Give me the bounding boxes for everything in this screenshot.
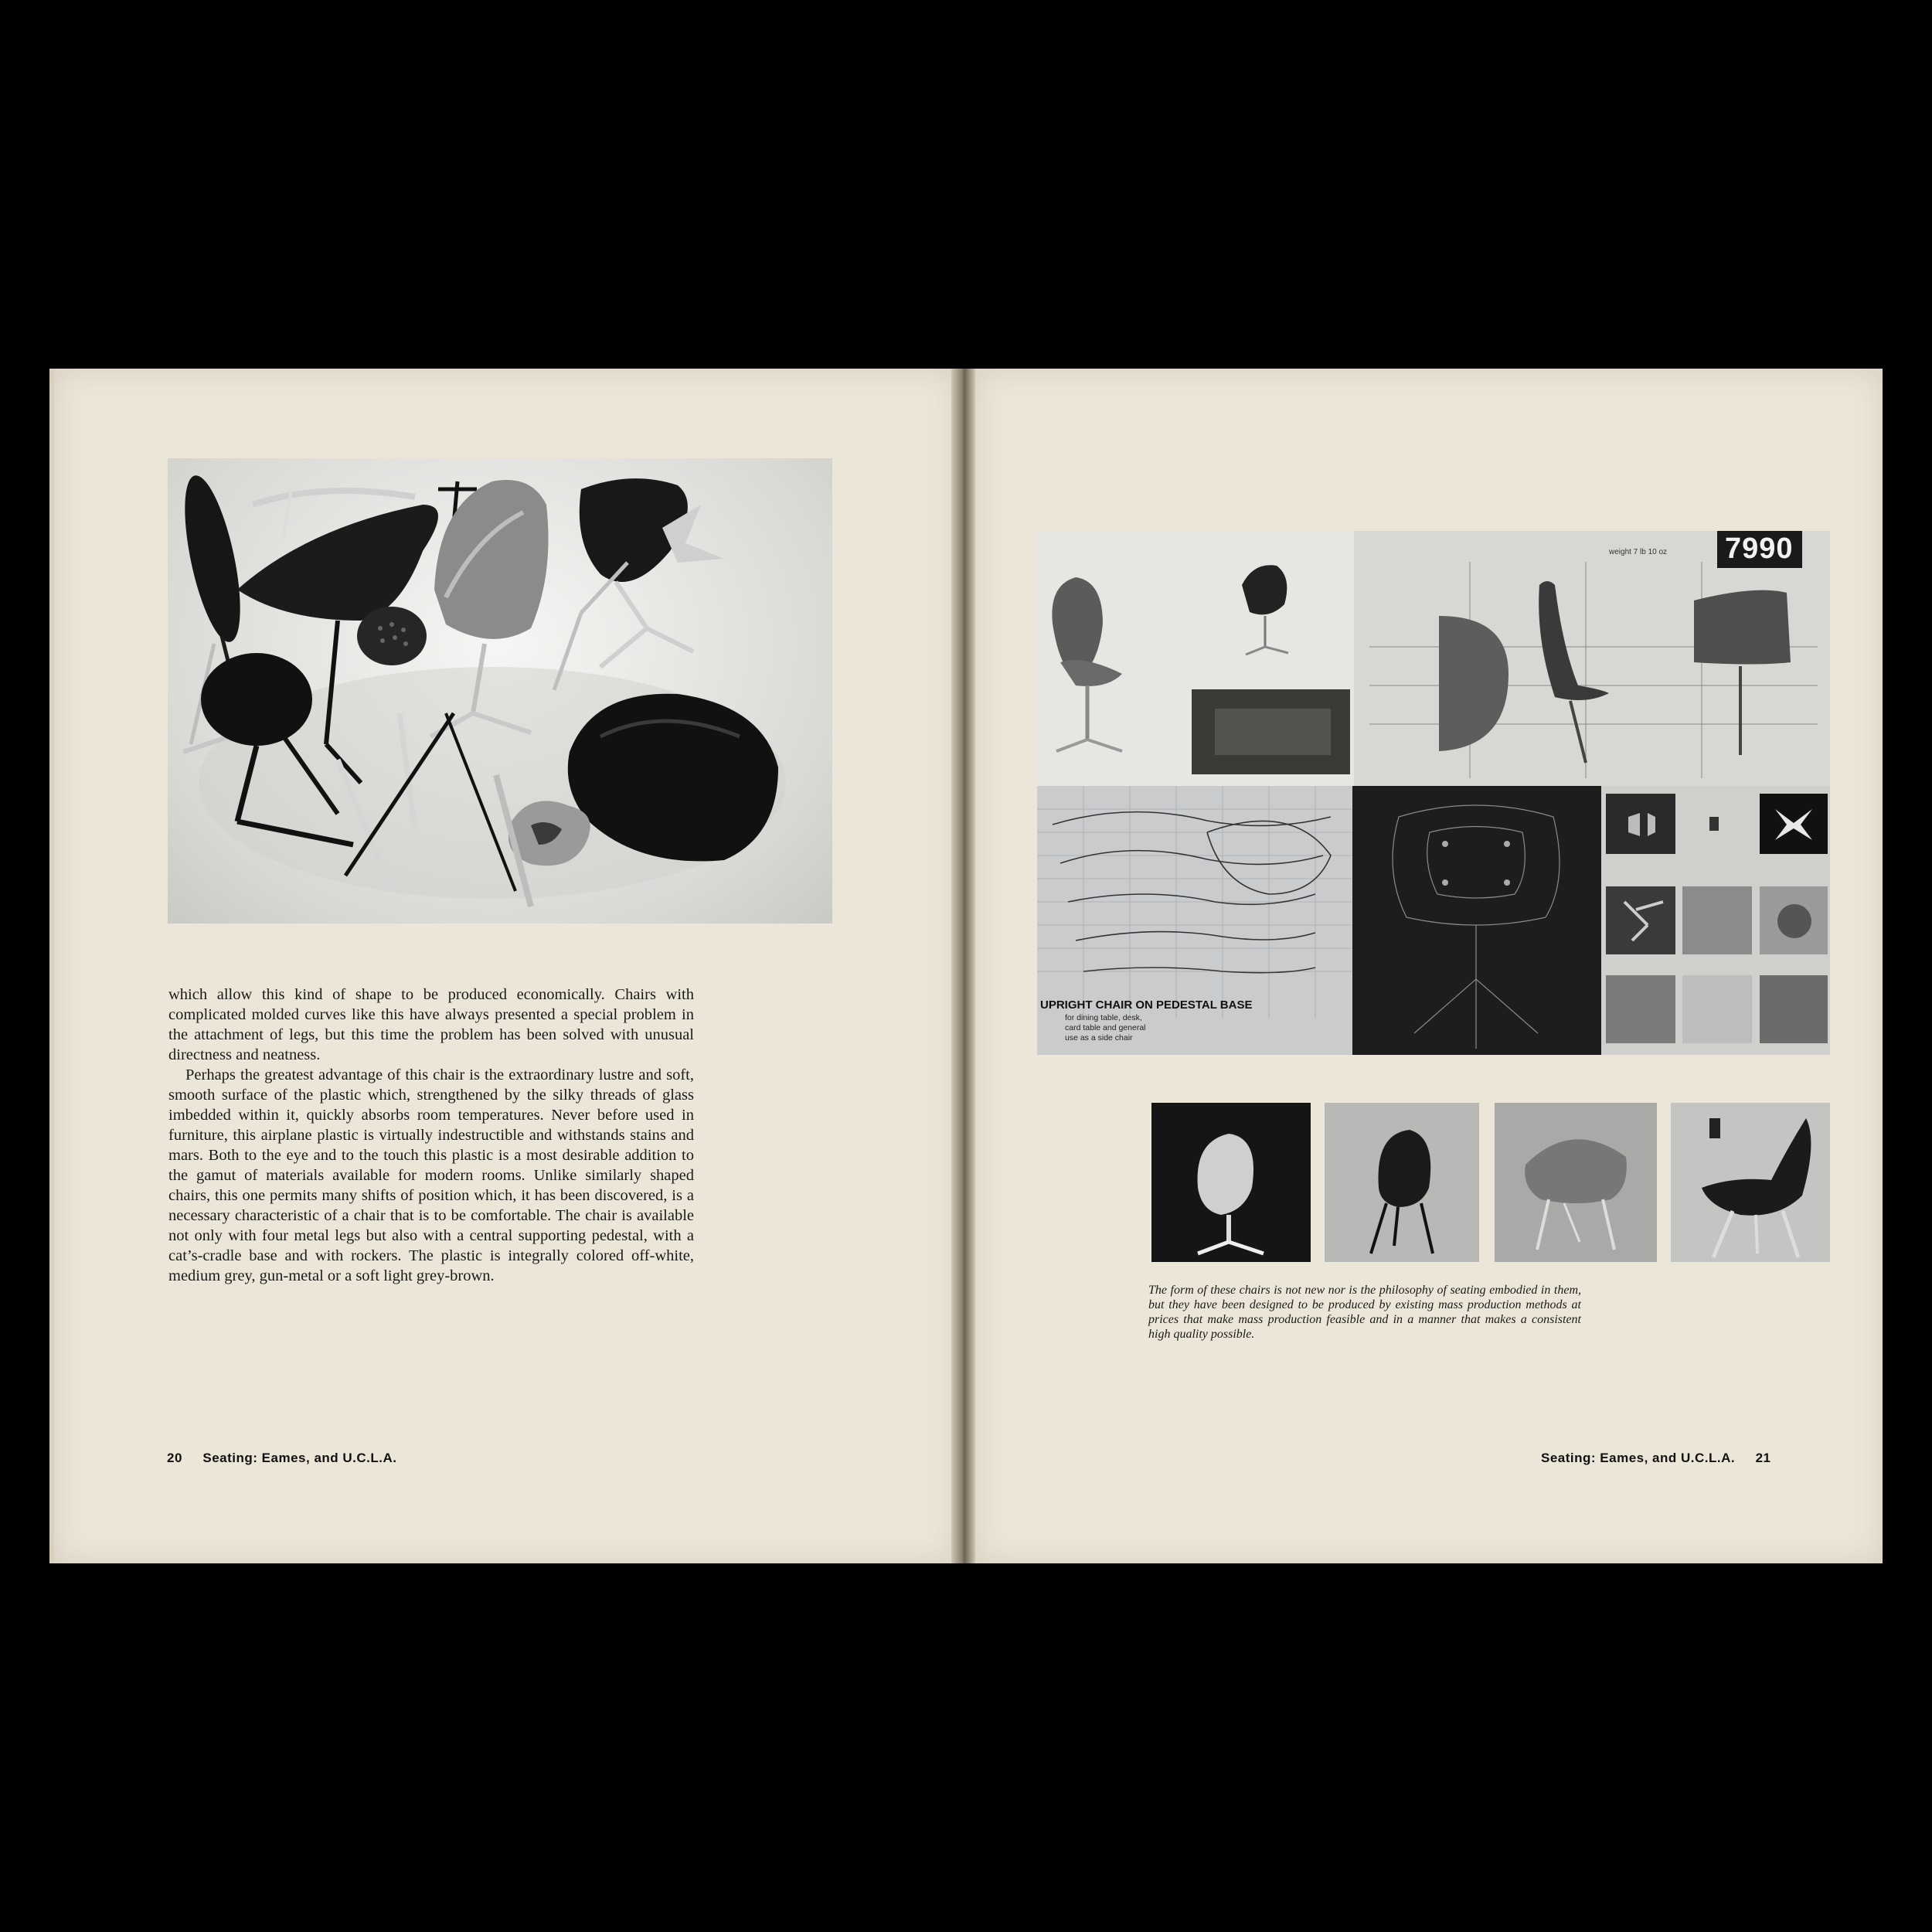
figure-caption: The form of these chairs is not new nor is the philosophy of seating embodied in them, but they have been designed to be produced by existing mass production methods at prices that make mass production feasible and in a manner that makes a consistent high quality possible. [1148, 1284, 1581, 1341]
weight-label: weight 7 lb 10 oz [1609, 548, 1668, 556]
running-head: Seating: Eames, and U.C.L.A. [1541, 1451, 1736, 1465]
left-page [49, 369, 956, 1563]
chair-collection-photo [168, 458, 832, 923]
chair-thumbnail-4 [1671, 1103, 1830, 1262]
contour-drawing-panel [1037, 786, 1352, 1055]
sheet-subtitle [1065, 1013, 1146, 1043]
right-page [975, 369, 1883, 1563]
base-drawing-panel [1352, 786, 1601, 1055]
model-number-badge: 7990 [1725, 532, 1794, 565]
detail-grid-illustration [1601, 786, 1830, 1055]
running-head: Seating: Eames, and U.C.L.A. [202, 1451, 397, 1465]
chair-thumbnail-3 [1495, 1103, 1657, 1262]
right-folio [1541, 1451, 1771, 1466]
page-number: 20 [167, 1451, 182, 1465]
technical-drawing-panel [1354, 531, 1830, 786]
sheet-title: UPRIGHT CHAIR ON PEDESTAL BASE [1040, 998, 1253, 1012]
sheet-subtitle-line-2: card table and general [1065, 1023, 1146, 1032]
chair-thumbnail-2 [1325, 1103, 1479, 1262]
paragraph-1: which allow this kind of shape to be produced economically. Chairs with complicated molded curves like this have always presented a special problem in the attachment of legs, but this time the problem has been solved with unusual directness and neatness. [168, 986, 694, 1063]
base-drawing-illustration [1352, 786, 1601, 1055]
chair-photos-illustration [1037, 531, 1354, 786]
page-number: 21 [1755, 1451, 1771, 1465]
chair-thumbnail-4-illustration [1671, 1103, 1830, 1262]
sheet-subtitle-line-1: for dining table, desk, [1065, 1013, 1142, 1022]
chair-collection-illustration [168, 458, 832, 923]
design-presentation-sheet [1037, 531, 1830, 1055]
detail-grid-panel [1601, 786, 1830, 1055]
chair-thumbnail-1 [1151, 1103, 1311, 1262]
sheet-subtitle-line-3: use as a side chair [1065, 1033, 1133, 1043]
left-folio [167, 1451, 397, 1466]
book-gutter [951, 369, 975, 1563]
chair-thumbnail-1-illustration [1151, 1103, 1311, 1262]
chair-thumbnail-3-illustration [1495, 1103, 1657, 1262]
paragraph-2: Perhaps the greatest advantage of this chair is the extraordinary lustre and soft, smooth surface of the plastic which, strengthened by the silky threads of glass imbedded within it, quickly absorbs room temperatures. Never before used in furniture, this airplane plastic is virtually indestructible and withstands stains and mars. Both to the eye and to the touch this plastic is a most desirable addition to the gamut of materials available for modern rooms. Unlike similarly shaped chairs, this one permits many shifts of position which, it has been discovered, is a necessary characteristic of a chair that is to be comfortable. The chair is available not only with four metal legs but also with a central supporting pedestal, with a cat’s-cradle base and with rockers. The plastic is integrally colored off-white, medium grey, gun-metal or a soft light grey-brown. [168, 1066, 694, 1284]
chair-photos-panel [1037, 531, 1354, 786]
technical-drawing-illustration [1354, 531, 1830, 786]
body-text [168, 985, 694, 1286]
chair-thumbnail-2-illustration [1325, 1103, 1479, 1262]
